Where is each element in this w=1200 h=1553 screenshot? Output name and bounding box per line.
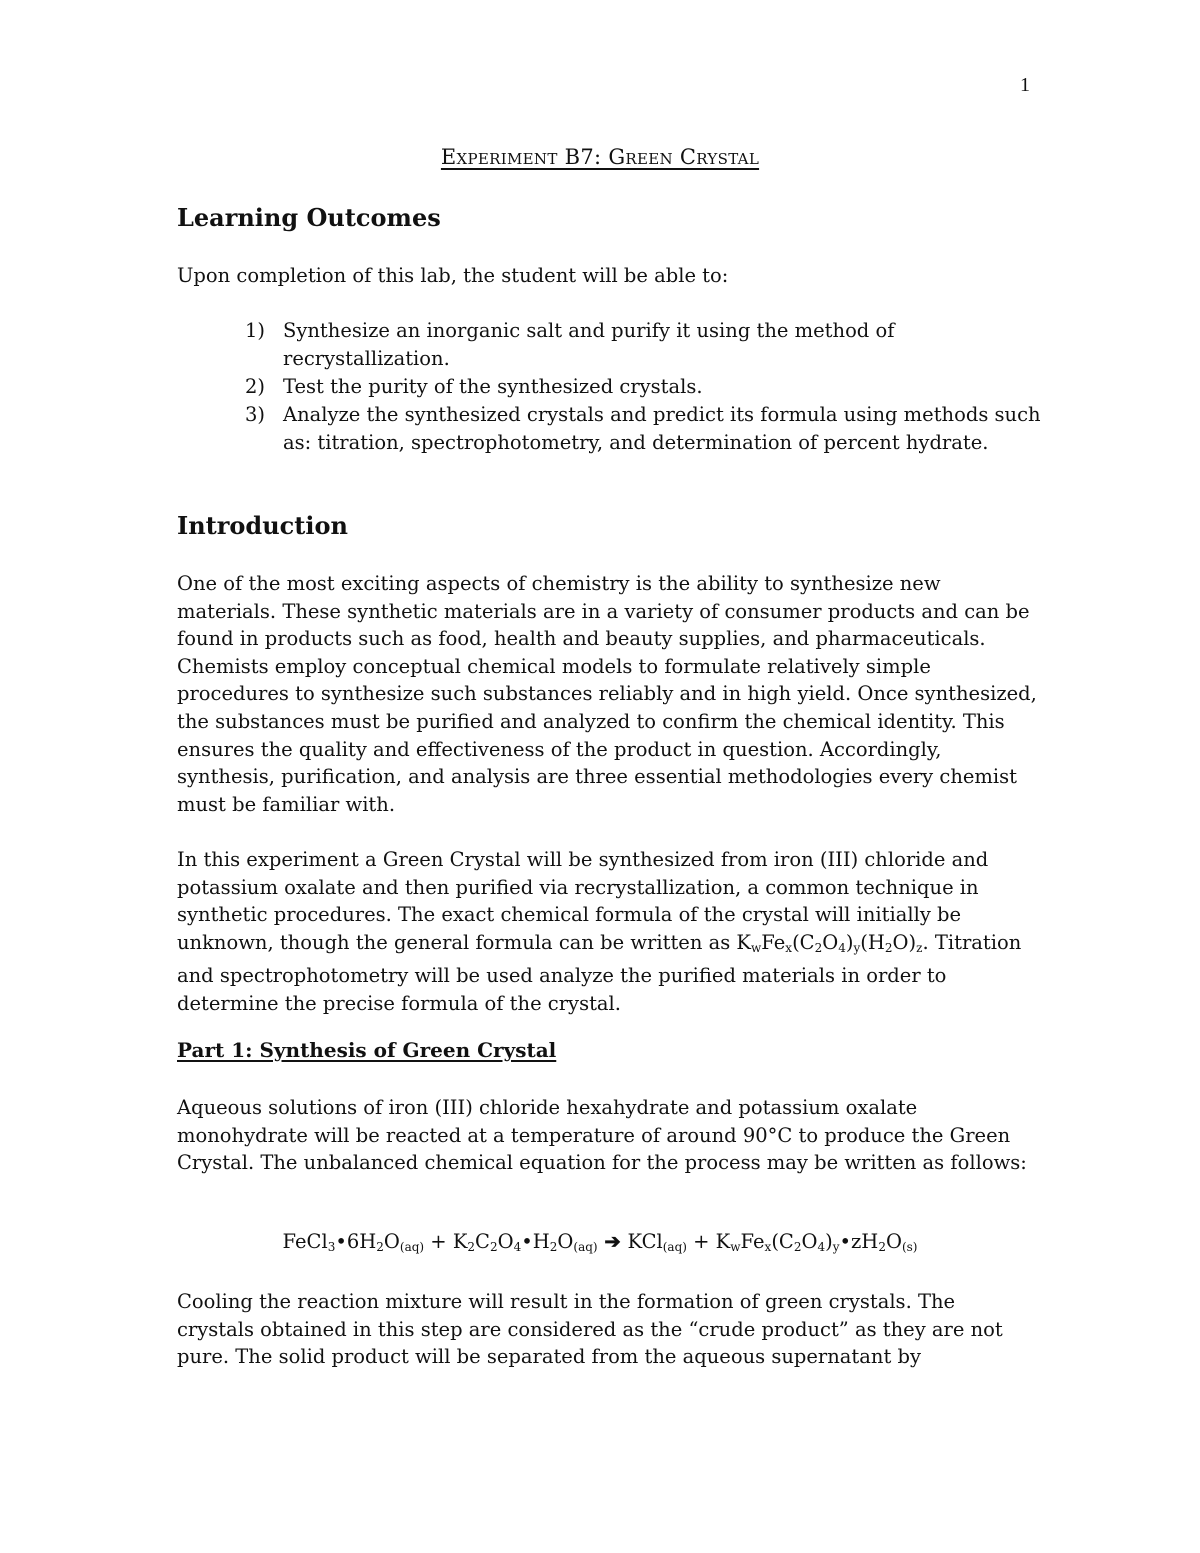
list-item-text: Analyze the synthesized crystals and predict its formula using methods such as: titration, spectrophotometry, and determination of percent hydrate.: [283, 403, 1041, 454]
list-item-text: Test the purity of the synthesized crystals.: [283, 375, 703, 398]
document-title: Experiment B7: Green Crystal: [440, 145, 760, 169]
chemical-equation: $FeCl_3•6H_2O_{(aq)}$ + $K_2C_2O_4•H_2O_{(aq)}$ ➔ $KCl_{(aq)} + K_wFe_x(C_2O_4)_y•zH_2O_{(s)}$: [282, 1230, 918, 1254]
part-1-paragraph-1: Aqueous solutions of iron (III) chloride hexahydrate and potassium oxalate monohydrate will be reacted at a temperature of around 90°C to produce the Green Crystal. The unbalanced chemical equation for the process may be written as follows:: [177, 1096, 1027, 1175]
list-item-text: Synthesize an inorganic salt and purify it using the method of recrystallization.: [283, 319, 895, 370]
learning-outcomes-list: [245, 317, 1045, 457]
introduction-paragraph-1: One of the most exciting aspects of chemistry is the ability to synthesize new materials. These synthetic materials are in a variety of consumer products and can be found in products such as food, health and beauty supplies, and pharmaceuticals. Chemists employ conceptual chemical models to formulate relatively simple procedures to synthesize such substances reliably and in high yield. Once synthesized, the substances must be purified and analyzed to confirm the chemical identity. This ensures the quality and effectiveness of the product in question. Accordingly, synthesis, purification, and analysis are three essential methodologies every chemist must be familiar with.: [177, 572, 1037, 816]
reaction-arrow-icon: ➔: [597, 1230, 628, 1253]
list-item-number: 2): [245, 375, 266, 398]
introduction-paragraph-2: In this experiment a Green Crystal will be synthesized from iron (III) chloride and potassium oxalate and then purified via recrystallization, a common technique in synthetic procedures. The exact chemical formula of the crystal will initially be unknown, though the general formula can be written as $K_wFe_x(C_2O_4)_y(H_2O)_z$. Titration and spectrophotometry will be used analyze the purified materials in order to determine the precise formula of the crystal.: [177, 848, 1022, 1015]
list-item: [245, 317, 1045, 373]
list-item: [245, 373, 1045, 401]
part-1-paragraph-2: Cooling the reaction mixture will result in the formation of green crystals. The crystals obtained in this step are considered as the “crude product” as they are not pure. The solid product will be separated from the aqueous supernatant by: [177, 1290, 1003, 1369]
learning-outcomes-heading: Learning Outcomes: [177, 203, 441, 232]
page-number: 1: [1020, 74, 1030, 96]
list-item: [245, 401, 1045, 457]
general-formula: $K_wFe_x(C_2O_4)_y(H_2O)_z$: [736, 930, 923, 955]
part-1-heading: Part 1: Synthesis of Green Crystal: [177, 1038, 557, 1062]
learning-outcomes-intro: Upon completion of this lab, the student will be able to:: [177, 264, 729, 287]
introduction-heading: Introduction: [177, 511, 348, 540]
list-item-number: 3): [245, 403, 266, 426]
list-item-number: 1): [245, 319, 266, 342]
